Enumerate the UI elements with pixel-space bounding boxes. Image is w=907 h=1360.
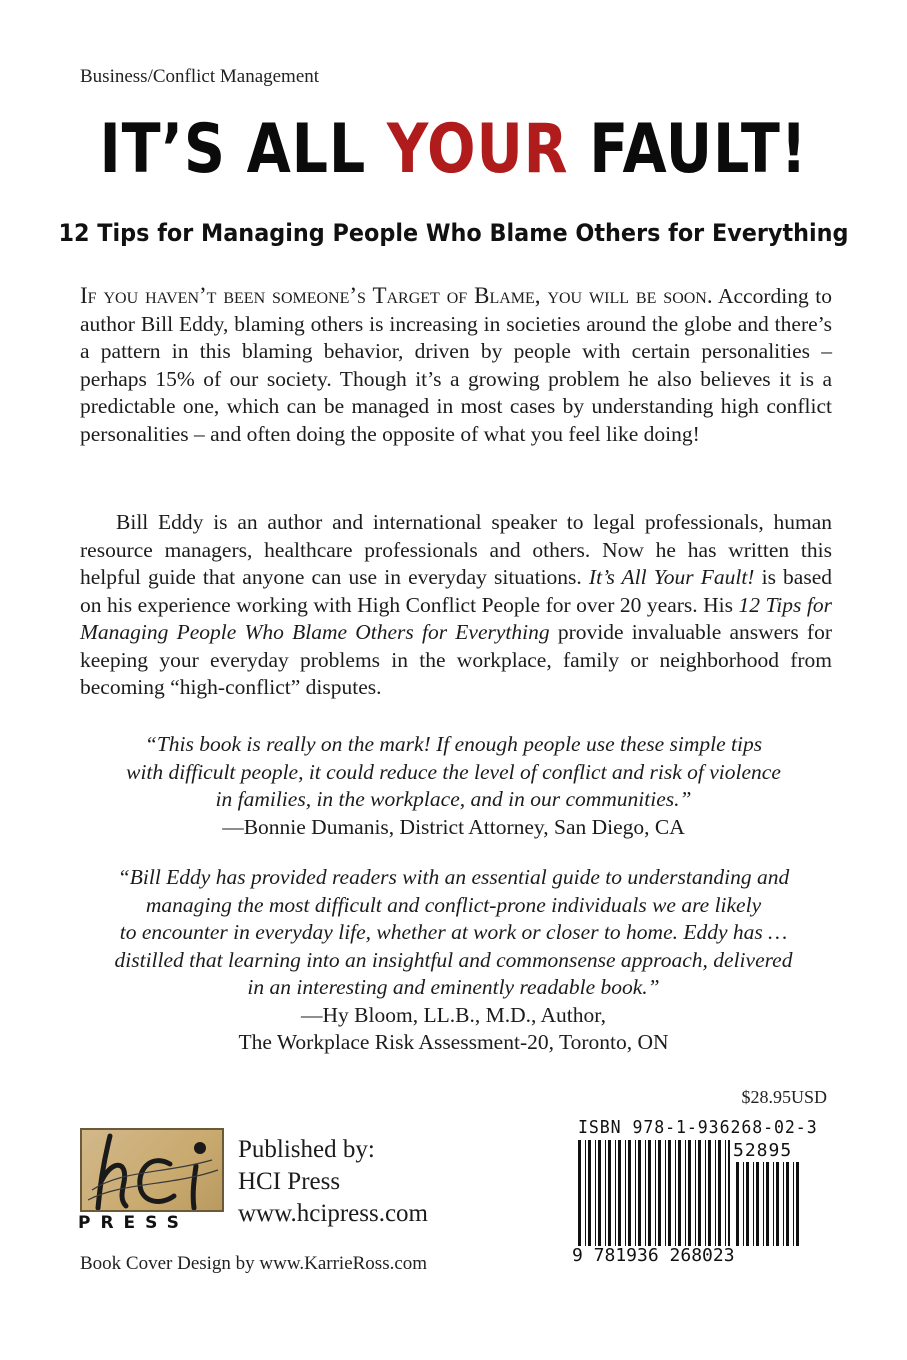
quote-1-line: “This book is really on the mark! If enough people use these simple tips [144,732,763,756]
quote-1-line: in families, in the workplace, and in our communities.” [215,787,692,811]
barcode-bar [588,1140,591,1246]
barcode-bar [648,1140,651,1246]
barcode-bar [705,1140,706,1246]
barcode-bar [753,1162,754,1246]
barcode-bar [625,1140,626,1246]
logo-press-word: PRESS [78,1213,189,1233]
isbn-label: ISBN 978-1-936268-02-3 [578,1117,818,1138]
barcode-bar [678,1140,681,1246]
paragraph-1-body: According to author Bill Eddy, blaming others is increasing in societies around the globe and there’s a pattern in this blaming behavior, driven by people with certain personalities – perhaps 15% of our society. Though it’s a growing problem he also believes it is a predictable one, which can be managed in most cases by understanding high conflict personalities – and often doing the opposite of what you feel like doing! [80,284,832,446]
logo-letters-graphic [82,1130,222,1210]
barcode-bar [658,1140,661,1246]
barcode-bar [773,1162,774,1246]
barcode-bar [718,1140,721,1246]
logo-box [80,1128,224,1212]
barcode-bar [695,1140,696,1246]
title-accent-word: YOUR [386,110,569,189]
barcode-bar [668,1140,671,1246]
barcode-bar [595,1140,596,1246]
barcode-bar [796,1162,799,1246]
paragraph-2-part-3: provide invaluable answers for keeping your everyday problems in the workplace, family or neighborhood from becoming “high-conflict” disputes. [80,620,832,699]
quote-1-line: with difficult people, it could reduce the level of conflict and risk of violence [126,759,781,784]
publisher-name: HCI Press [238,1168,341,1195]
letter-i-stem [193,1166,196,1208]
title-part-before: IT’S ALL [99,110,387,189]
lead-sentence: If you haven’t been someone’s Target of Blame, you will be soon. [80,283,713,308]
title-part-after: FAULT! [568,110,808,189]
paragraph-2-part-2: is based on his experience working with High Conflict People for over 20 years. His [80,565,833,617]
description-paragraph-2 [80,509,832,702]
barcode-bar [766,1162,769,1246]
letter-i-dot [194,1142,206,1154]
barcode-bar [655,1140,656,1246]
price-code-label: 52895 [733,1140,793,1161]
barcode-bar [776,1162,779,1246]
barcode-bar [743,1162,744,1246]
barcode-bar [736,1162,739,1246]
barcode-bar [688,1140,691,1246]
isbn-barcode [578,1140,730,1246]
quote-2-line: managing the most difficult and conflict-prone individuals we are likely [145,892,762,917]
barcode-bar [605,1140,606,1246]
barcode-bar [598,1140,601,1246]
barcode-bar [615,1140,616,1246]
quote-2-line: to encounter in everyday life, whether at work or closer to home. Eddy has … [119,920,788,944]
barcode-bar [763,1162,764,1246]
quote-1-attribution: —Bonnie Dumanis, District Attorney, San Diego, CA [222,814,685,839]
ean-digits: 9 781936 268023 [572,1245,735,1266]
quote-2-attribution: —Hy Bloom, LL.B., M.D., Author, [301,1002,606,1027]
quote-2-line: distilled that learning into an insightful and commonsense approach, delivered [114,947,793,972]
barcode-bar [793,1162,794,1246]
barcode-bar [578,1140,581,1246]
category-label: Business/Conflict Management [80,66,320,87]
barcode-bar [725,1140,726,1246]
barcode-bar [608,1140,611,1246]
barcode-bar [698,1140,701,1246]
barcode-bar [786,1162,789,1246]
barcode-bar [746,1162,749,1246]
barcode-bar [635,1140,636,1246]
barcode-bar [628,1140,631,1246]
barcode-bar [715,1140,716,1246]
barcode-bar [783,1162,784,1246]
endorsement-quote-1 [60,731,847,841]
price-label: $28.95USD [741,1087,827,1107]
description-paragraph-1 [80,282,832,448]
paragraph-2-title-italic: It’s All Your Fault! [588,565,755,589]
barcode-bar [708,1140,711,1246]
barcode-bar [618,1140,621,1246]
publisher-info [238,1134,428,1230]
quote-2-line: “Bill Eddy has provided readers with an essential guide to understanding and [117,865,790,889]
barcode-bar [756,1162,759,1246]
hci-press-logo [78,1128,226,1233]
letter-h-arc [102,1165,126,1206]
paragraph-2-tips-italic: 12 Tips for Managing People Who Blame Others for Everything [80,592,832,644]
publisher-website: www.hcipress.com [238,1200,429,1227]
endorsement-quote-2 [60,864,847,1057]
cover-design-credit: Book Cover Design by www.KarrieRoss.com [80,1253,428,1274]
barcode-bar [675,1140,676,1246]
barcode-bar [585,1140,586,1246]
quote-2-line: in an interesting and eminently readable book.” [247,975,660,999]
published-by-label: Published by: [238,1136,375,1163]
barcode-bar [645,1140,646,1246]
price-barcode [736,1162,800,1246]
quote-2-attribution-source: The Workplace Risk Assessment-20, Toronto, ON [238,1030,669,1054]
book-subtitle: 12 Tips for Managing People Who Blame Others for Everything [58,219,849,247]
paragraph-2-part-1: Bill Eddy is an author and international speaker to legal professionals, human resource managers, healthcare professionals and others. Now he has written this helpful guide that anyone can use in everyday situations. [80,510,832,589]
barcode-bar [638,1140,641,1246]
barcode-bar [685,1140,686,1246]
barcode-bar [728,1140,730,1246]
book-title [73,110,835,189]
barcode-bar [665,1140,666,1246]
